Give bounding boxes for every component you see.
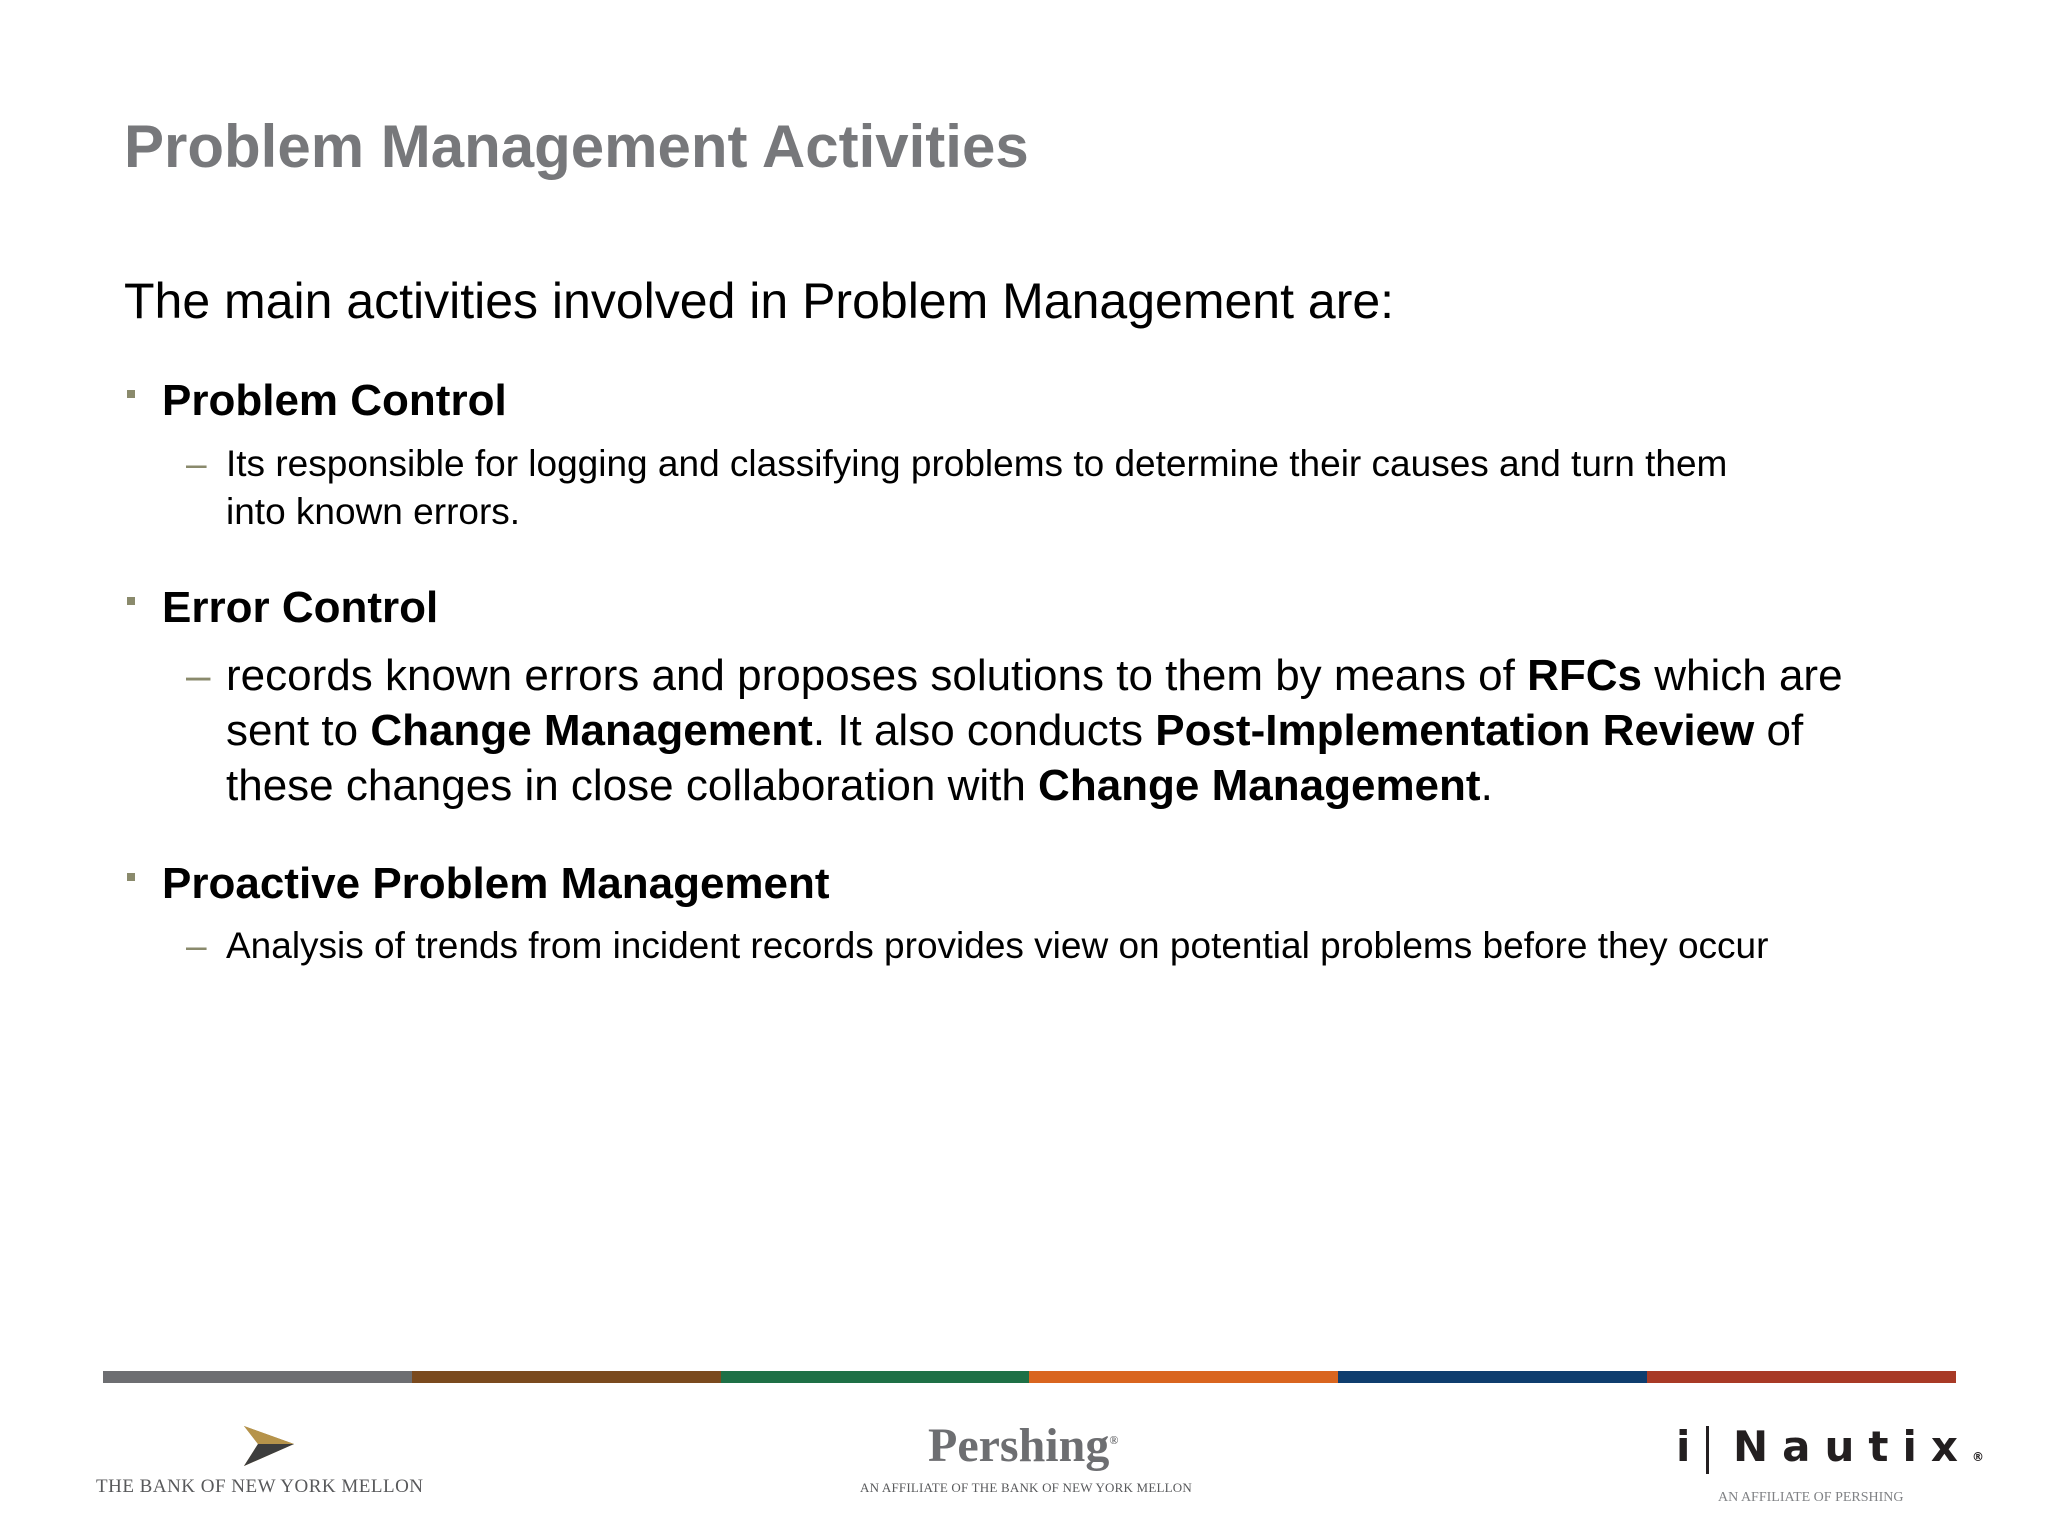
dash-icon: – (186, 925, 207, 966)
color-bar-segment (412, 1371, 721, 1383)
intro-text: The main activities involved in Problem Management are: (124, 273, 1395, 329)
color-bar-segment (721, 1371, 1030, 1383)
slide-title: Problem Management Activities (124, 113, 1029, 180)
text-run: sent to (226, 706, 371, 755)
text-run: . (1480, 761, 1493, 810)
pershing-affiliate-text: AN AFFILIATE OF THE BANK OF NEW YORK MELLON (860, 1480, 1192, 1495)
bny-mellon-logo (96, 1424, 436, 1504)
dash-icon: – (186, 443, 207, 484)
registered-mark: ® (1109, 1433, 1119, 1447)
bullet-heading: Proactive Problem Management (162, 859, 830, 908)
pershing-wordmark (928, 1418, 1118, 1473)
inautix-wordmark (1676, 1422, 1984, 1471)
sub-line: Its responsible for logging and classifying problems to determine their causes and turn them (226, 443, 1728, 484)
pershing-logo (860, 1418, 1200, 1508)
sub-item-problem-control (186, 440, 1946, 536)
text-run: which are (1642, 651, 1843, 700)
bullet-square-icon (127, 873, 135, 881)
inautix-divider (1706, 1426, 1709, 1474)
dash-icon: – (186, 651, 211, 700)
text-run: these changes in close collaboration with (226, 761, 1039, 810)
text-run: records known errors and proposes solutions to them by means of (226, 651, 1528, 700)
sub-item-proactive (186, 922, 1946, 970)
footer-color-bar (103, 1371, 1956, 1383)
sub-item-error-control (186, 648, 1946, 813)
bold-run: Change Management (370, 706, 813, 755)
bold-run: Change Management (1038, 761, 1481, 810)
color-bar-segment (1029, 1371, 1338, 1383)
bullet-heading: Problem Control (162, 376, 507, 425)
text-run: of (1754, 706, 1804, 755)
color-bar-segment (1338, 1371, 1647, 1383)
inautix-i: i (1676, 1422, 1705, 1471)
inautix-affiliate-text: AN AFFILIATE OF PERSHING (1718, 1490, 1904, 1505)
sub-line: into known errors. (226, 491, 521, 532)
bullet-heading: Error Control (162, 583, 439, 632)
bny-mellon-arrow-icon (238, 1424, 298, 1468)
bullet-square-icon (127, 597, 135, 605)
color-bar-segment (1647, 1371, 1956, 1383)
pershing-name: Pershing (928, 1419, 1110, 1472)
bny-mellon-name: THE BANK OF NEW YORK MELLON (96, 1476, 424, 1497)
inautix-name: Nautix (1733, 1422, 1972, 1471)
sub-line: Analysis of trends from incident records provides view on potential problems before they occur (226, 925, 1769, 966)
bold-run: RFCs (1527, 651, 1642, 700)
registered-mark: ® (1972, 1450, 1984, 1464)
inautix-logo (1676, 1422, 1984, 1512)
sub-line (226, 758, 1946, 813)
text-run: . It also conducts (812, 706, 1156, 755)
bold-run: Post-Implementation Review (1155, 706, 1755, 755)
bullet-square-icon (127, 390, 135, 398)
sub-line (226, 648, 1946, 703)
color-bar-segment (103, 1371, 412, 1383)
sub-line (226, 703, 1946, 758)
